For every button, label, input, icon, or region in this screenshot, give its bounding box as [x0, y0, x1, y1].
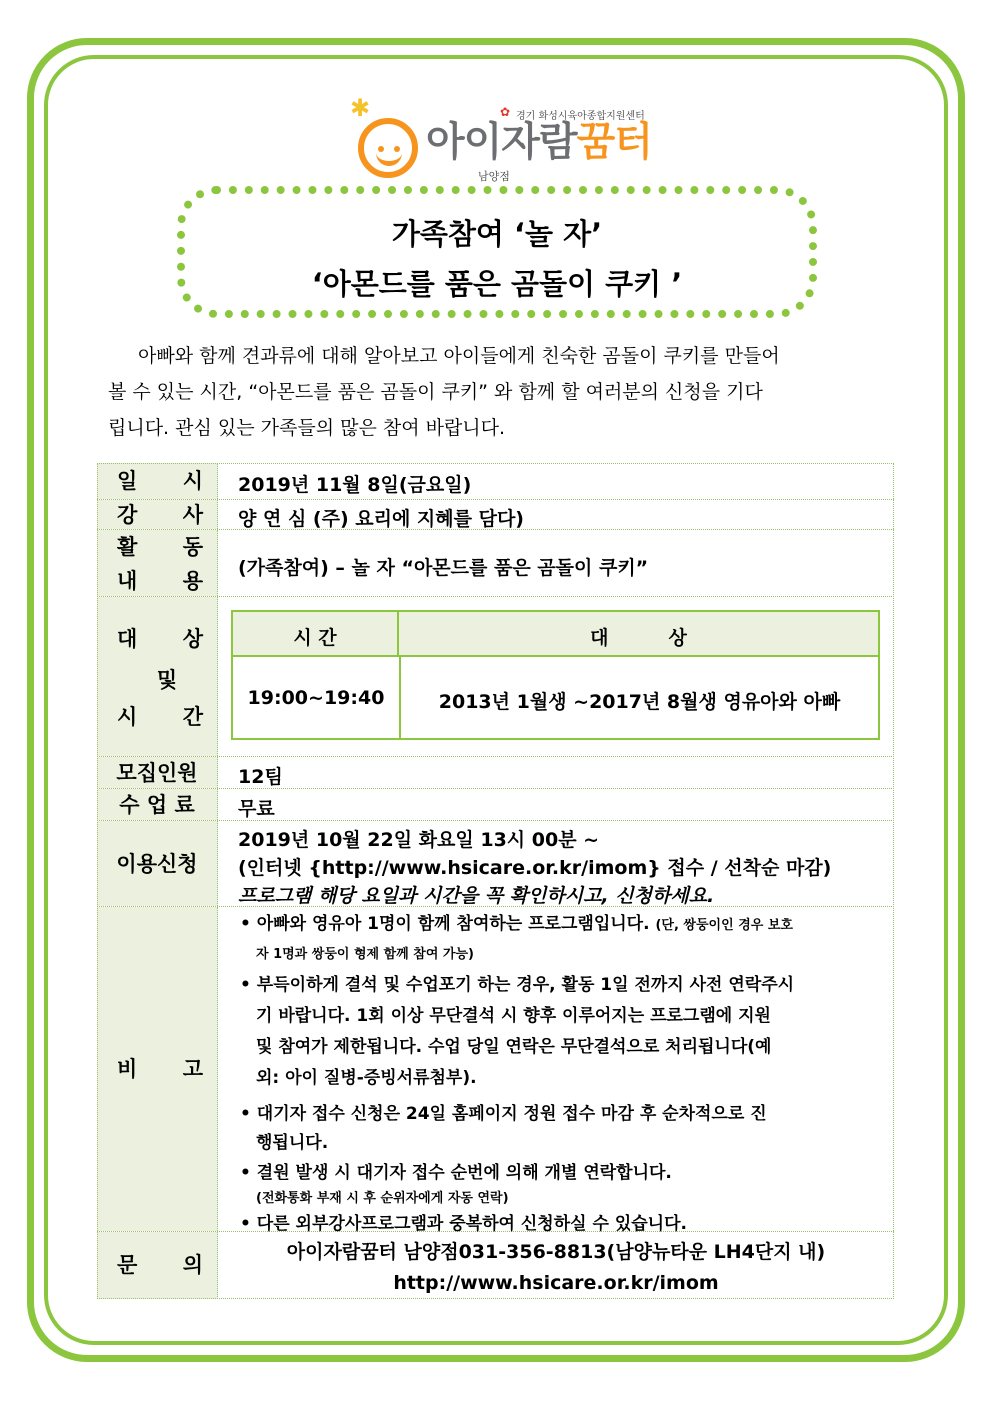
fee-label: 수 업 료 — [97, 789, 218, 820]
activity-row — [97, 530, 894, 597]
notes-list — [218, 907, 894, 1234]
center-name: 경기 화성시육아종합지원센터 — [516, 111, 645, 122]
list-item-cont: (전화통화 부재 시 후 순위자에게 자동 연락) — [256, 1191, 509, 1206]
list-item: • 다른 외부강사프로그램과 중복하여 신청하실 수 있습니다. — [240, 1214, 687, 1234]
apply-line-2: (인터넷 {http://www.hsicare.or.kr/imom} 접수 / 선착순 마감) — [238, 857, 832, 879]
list-item: • 결원 발생 시 대기자 접수 순번에 의해 개별 연락합니다. — [240, 1163, 672, 1183]
title-box — [177, 186, 817, 318]
list-item: • 부득이하게 결석 및 수업포기 하는 경우, 활동 1일 전까지 사전 연락주시 — [240, 975, 795, 995]
list-item-cont: 외: 아이 질병-증빙서류첨부). — [256, 1068, 477, 1088]
schedule-header-time: 시 간 — [233, 612, 399, 657]
schedule-table — [231, 610, 880, 740]
notes-row — [97, 907, 894, 1232]
recruit-label: 모집인원 — [97, 757, 218, 788]
star-icon: ✱ — [350, 94, 371, 122]
schedule-header-target: 대 상 — [399, 612, 878, 657]
recruit-value: 12팀 — [238, 766, 283, 788]
activity-value: (가족참여) – 놀 자 “아몬드를 품은 곰돌이 쿠키” — [238, 557, 649, 579]
apply-line-1: 2019년 10월 22일 화요일 13시 00분 ~ — [238, 829, 600, 851]
apply-notice: 프로그램 해당 요일과 시간을 꼭 확인하시고, 신청하세요. — [238, 885, 715, 907]
apply-label: 이용신청 — [97, 821, 218, 906]
instructor-row — [97, 500, 894, 530]
list-item: • 대기자 접수 신청은 24일 홈페이지 정원 접수 마감 후 순차적으로 진 — [240, 1104, 767, 1124]
schedule-time-value: 19:00~19:40 — [247, 687, 385, 709]
contact-row — [97, 1232, 894, 1299]
apply-row — [97, 821, 894, 907]
target-label: 대 상 및 시 간 — [97, 597, 218, 756]
branch-name: 남양점 — [478, 170, 510, 183]
list-item: • 아빠와 영유아 1명이 함께 참여하는 프로그램입니다. (단, 쌍둥이인 경우 보호 — [240, 914, 793, 934]
activity-label: 활 동 내 용 — [97, 530, 218, 596]
list-item-cont: 행됩니다. — [256, 1133, 329, 1153]
contact-label: 문 의 — [97, 1232, 218, 1299]
date-row — [97, 463, 894, 500]
title-line-2: ‘아몬드를 품은 곰돌이 쿠키 ’ — [311, 267, 683, 301]
list-item-cont: 기 바랍니다. 1회 이상 무단결석 시 향후 이루어지는 프로그램에 지원 — [256, 1006, 771, 1026]
instructor-label: 강 사 — [97, 500, 218, 529]
title-line-1: 가족참여 ‘놀 자’ — [391, 217, 603, 251]
smiley-face-icon — [358, 118, 418, 178]
contact-url[interactable]: http://www.hsicare.or.kr/imom — [393, 1272, 719, 1294]
contact-phone: 아이자람꿈터 남양점031-356-8813(남양뉴타운 LH4단지 내) — [286, 1241, 826, 1263]
date-value: 2019년 11월 8일(금요일) — [238, 474, 472, 496]
list-item-cont: 자 1명과 쌍둥이 형제 함께 참여 가능) — [256, 947, 474, 962]
intro-line: 아빠와 함께 견과류에 대해 알아보고 아이들에게 친숙한 곰돌이 쿠키를 만들어 — [138, 345, 780, 367]
fee-row — [97, 789, 894, 821]
intro-line: 볼 수 있는 시간, “아몬드를 품은 곰돌이 쿠키” 와 함께 할 여러분의 신청을 기다 — [108, 381, 763, 403]
date-label: 일 시 — [97, 463, 218, 499]
brand-name: 아이자람꿈터 — [426, 119, 652, 165]
fee-value: 무료 — [238, 798, 275, 820]
schedule-target-value: 2013년 1월생 ~2017년 8월생 영유아와 아빠 — [438, 691, 841, 713]
recruit-row — [97, 757, 894, 789]
intro-paragraph — [108, 338, 888, 446]
instructor-value: 양 연 심 (주) 요리에 지혜를 담다) — [238, 508, 524, 530]
intro-line: 립니다. 관심 있는 가족들의 많은 참여 바랍니다. — [108, 417, 506, 439]
logo — [350, 96, 650, 186]
notes-label: 비 고 — [97, 907, 218, 1231]
center-logo-icon: ✿ — [500, 105, 511, 119]
list-item-cont: 및 참여가 제한됩니다. 수업 당일 연락은 무단결석으로 처리됩니다(예 — [256, 1037, 772, 1057]
